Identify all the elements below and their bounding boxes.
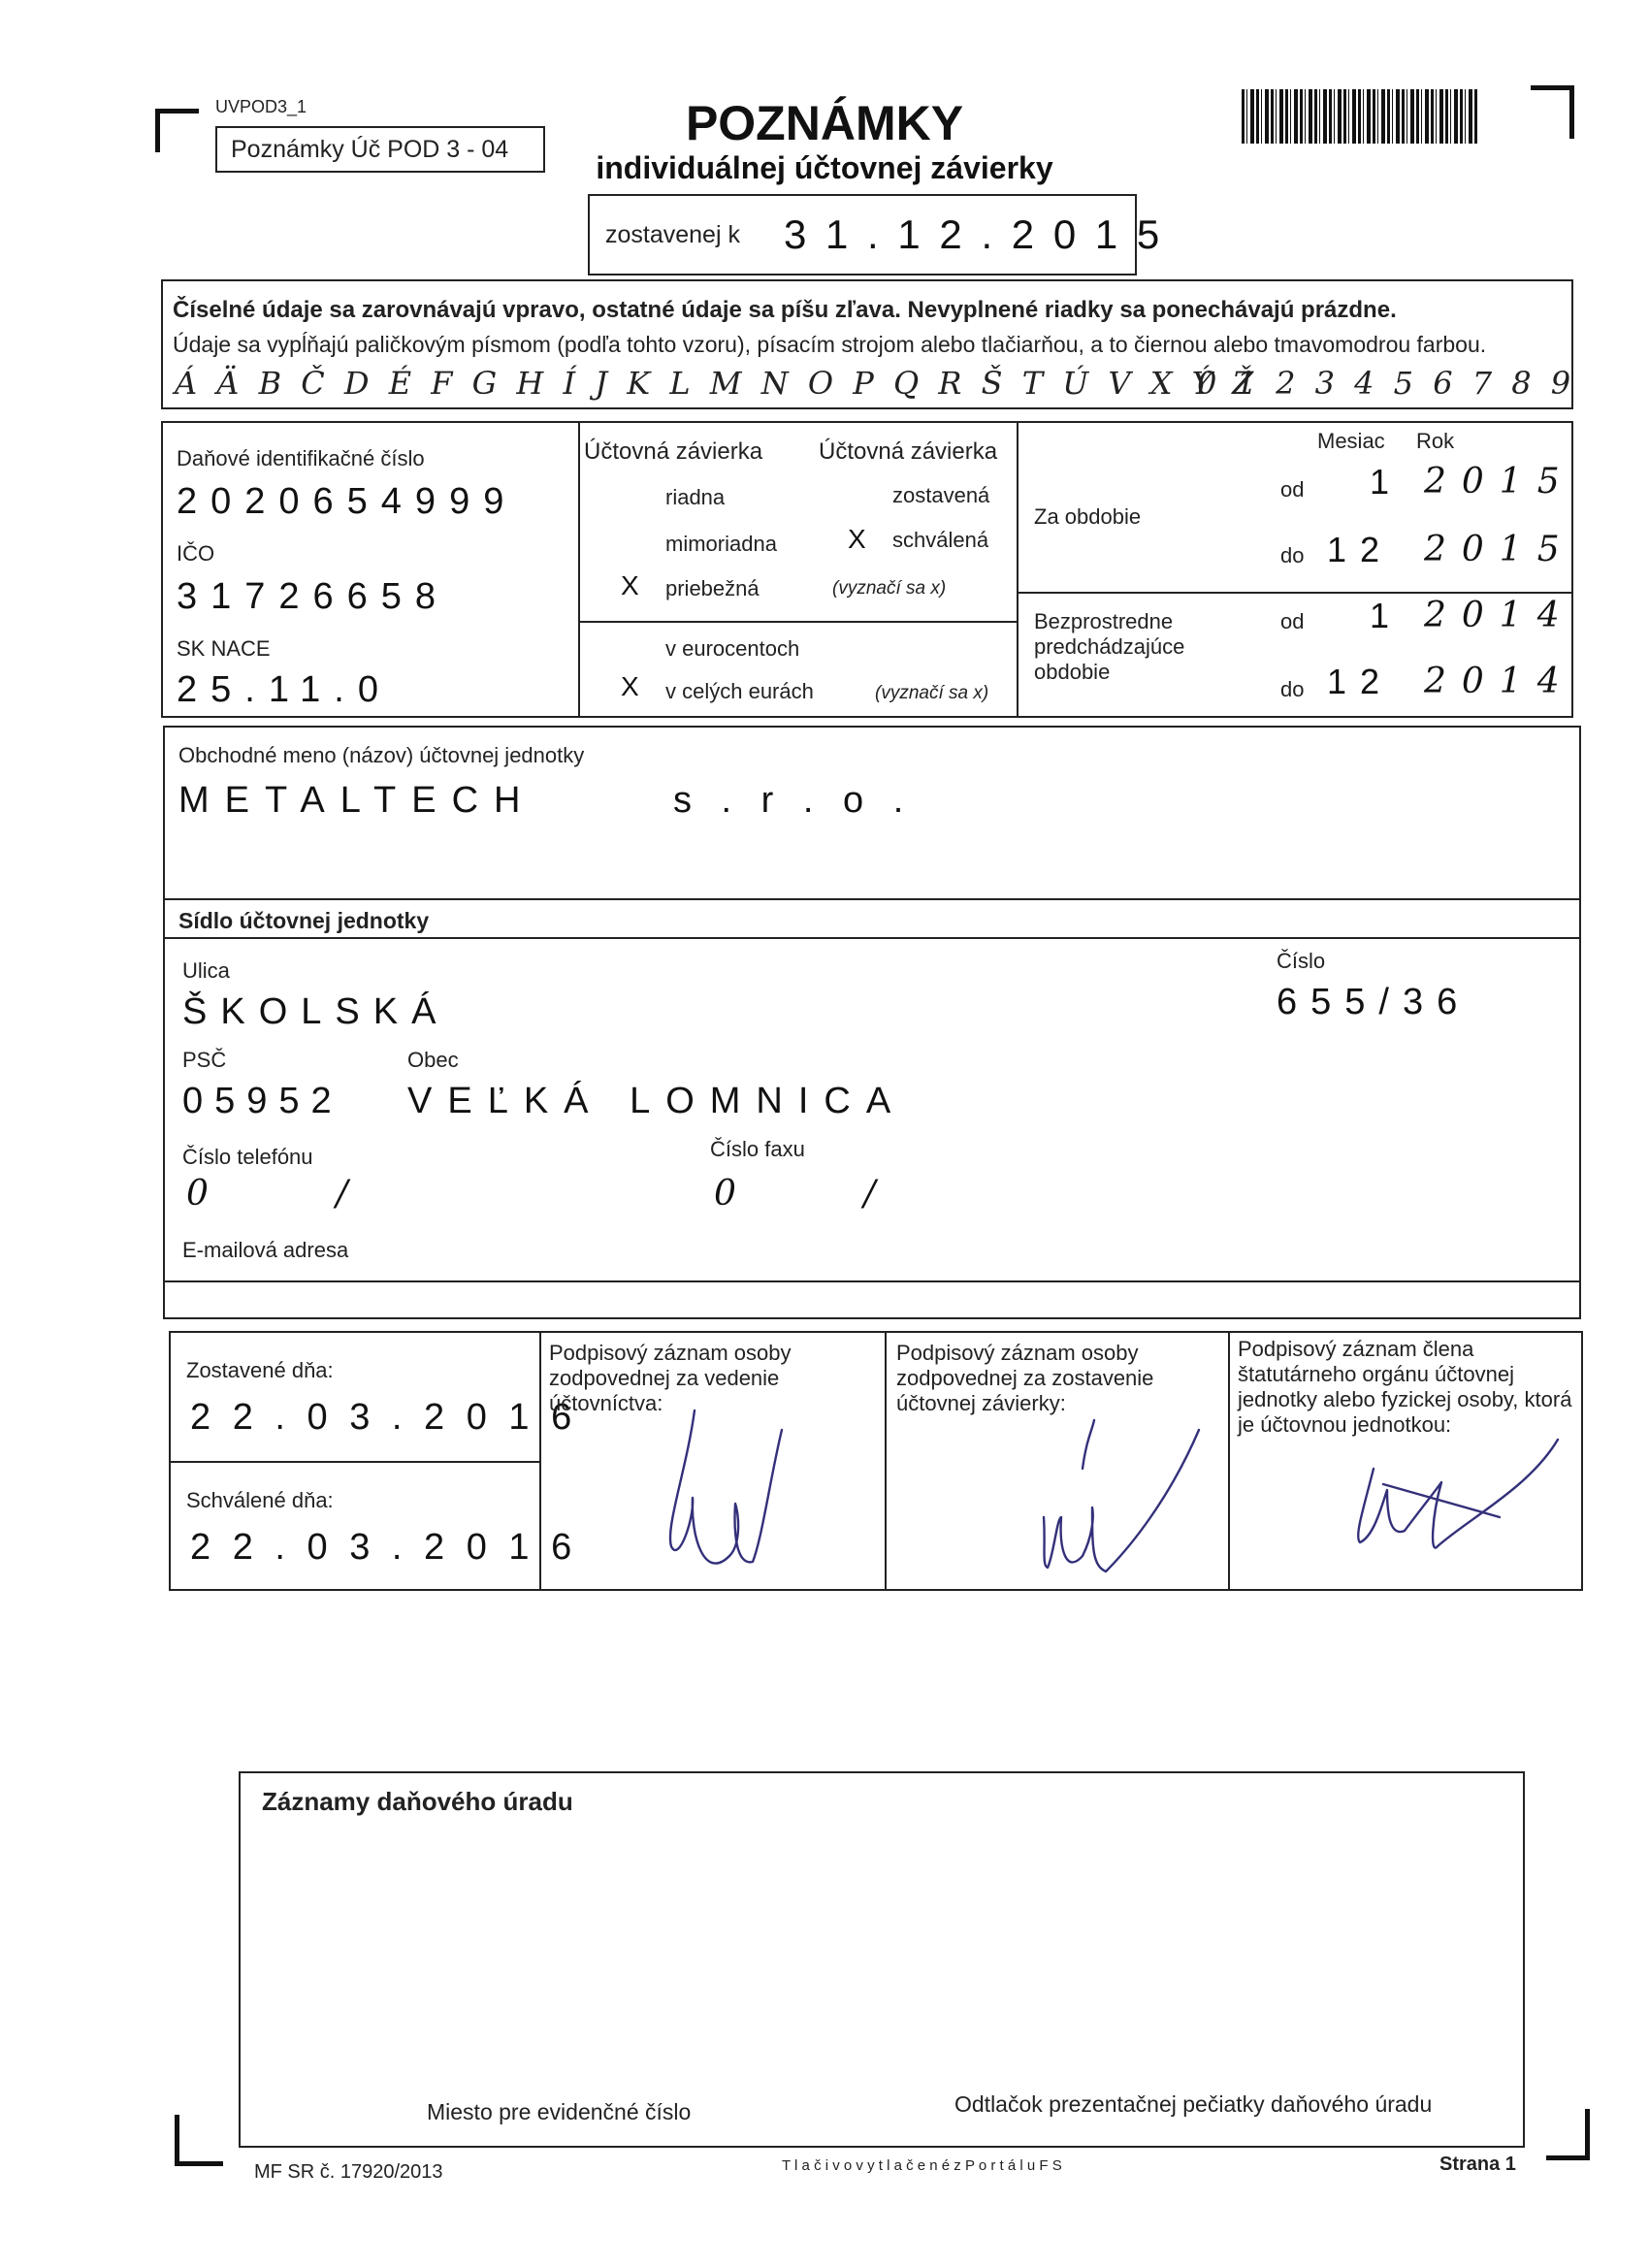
corner-mark-top-left	[155, 109, 199, 152]
prepared-on-label: Zostavené dňa:	[186, 1358, 334, 1382]
phone-label: Číslo telefónu	[182, 1145, 313, 1169]
form-code: Poznámky Úč POD 3 - 04	[231, 136, 509, 163]
mark-priebezna: X	[621, 570, 639, 600]
city-value: VEĽKÁ LOMNICA	[407, 1081, 907, 1121]
statement-state-header: Účtovná závierka	[819, 438, 998, 465]
previous-to-label: do	[1280, 677, 1305, 701]
instructions-line-2: Údaje sa vypĺňajú paličkovým písmom (podľa tohto vzoru), písacím strojom alebo tlačiarňou, a to čiernou alebo tmavomodrou farbou.	[173, 332, 1487, 357]
stamp-label: Odtlačok prezentačnej pečiatky daňového úradu	[954, 2091, 1433, 2117]
prepared-on-date: 2 2 . 0 3 . 2 0 1 6	[190, 1397, 578, 1438]
corner-mark-bottom-left	[175, 2115, 223, 2166]
corner-mark-top-right	[1531, 85, 1574, 139]
instructions-box	[161, 279, 1576, 409]
company-legal-form: s . r . o .	[673, 780, 914, 821]
current-to-year: 2015	[1424, 530, 1575, 569]
approved-on-date: 2 2 . 0 3 . 2 0 1 6	[190, 1527, 578, 1568]
street-value: ŠKOLSKÁ	[182, 991, 450, 1032]
street-number-label: Číslo	[1277, 949, 1326, 973]
prepared-date-box	[588, 194, 1164, 275]
identification-box	[161, 421, 1573, 718]
dic-value: 2020654999	[177, 481, 518, 522]
phone-value: 0 /	[186, 1174, 348, 1214]
previous-from-year: 2014	[1424, 596, 1575, 635]
dic-label: Daňové identifikačné číslo	[177, 446, 425, 470]
month-label: Mesiac	[1317, 429, 1385, 453]
statement-type-header: Účtovná závierka	[584, 438, 763, 465]
company-box	[163, 726, 1581, 1319]
sample-letters: Á Ä B Č D É F G H Í J K L M N O P Q R Š T Ú V X Ý Ž	[175, 365, 1259, 402]
current-from-label: od	[1280, 477, 1305, 502]
option-mimoriadna: mimoriadna	[665, 532, 777, 556]
statement-signature-label: Podpisový záznam osoby zodpovednej za zostavenie účtovnej závierky:	[896, 1341, 1154, 1415]
prepared-label: zostavenej k	[605, 221, 740, 248]
previous-period-label: Bezprostredne predchádzajúce obdobie	[1034, 609, 1185, 684]
signature-board	[1344, 1430, 1577, 1575]
mark-hint-1: (vyznačí sa x)	[832, 578, 947, 599]
ico-value: 31726658	[177, 576, 450, 617]
email-label: E-mailová adresa	[182, 1238, 349, 1262]
current-from-month: 1	[1370, 462, 1390, 502]
company-name: METALTECH	[178, 780, 536, 821]
printed-from-portal: T l a č i v o v y t l a č e n é z P o r t á l u F S	[782, 2157, 1062, 2174]
current-period-label: Za obdobie	[1034, 504, 1142, 529]
option-zostavena: zostavená	[892, 483, 990, 507]
option-riadna: riadna	[665, 485, 726, 509]
tax-office-title: Záznamy daňového úradu	[262, 1787, 573, 1816]
nace-label: SK NACE	[177, 636, 271, 661]
ico-label: IČO	[177, 541, 215, 566]
signature-accounting	[636, 1391, 811, 1585]
signature-box	[169, 1331, 1583, 1591]
approved-on-label: Schválené dňa:	[186, 1488, 334, 1512]
nace-value: 25.11.0	[177, 669, 392, 710]
current-from-year: 2015	[1424, 462, 1575, 502]
option-eurocenty: v eurocentoch	[665, 636, 800, 661]
option-cele-eura: v celých eurách	[665, 679, 814, 703]
tax-office-box	[239, 1771, 1525, 2148]
fax-value: 0 /	[714, 1174, 876, 1214]
option-schvalena: schválená	[892, 528, 989, 552]
form-code-box	[215, 126, 545, 173]
street-number-value: 655/36	[1277, 982, 1471, 1022]
prepared-date: 3 1 . 1 2 . 2 0 1 5	[784, 211, 1164, 257]
form-id: UVPOD3_1	[215, 97, 307, 116]
page-title: POZNÁMKY	[685, 96, 964, 150]
current-to-month: 12	[1327, 530, 1394, 569]
accounting-signature-label: Podpisový záznam osoby zodpovednej za vedenie účtovníctva:	[549, 1341, 792, 1415]
ministry-reference: MF SR č. 17920/2013	[254, 2161, 443, 2183]
previous-from-label: od	[1280, 609, 1305, 633]
company-name-label: Obchodné meno (názov) účtovnej jednotky	[178, 743, 585, 767]
previous-from-month: 1	[1370, 596, 1390, 635]
barcode	[1242, 89, 1479, 144]
mark-hint-2: (vyznačí sa x)	[875, 683, 989, 703]
sample-digits: 0 1 2 3 4 5 6 7 8 9	[1197, 365, 1576, 402]
address-section-title: Sídlo účtovnej jednotky	[178, 908, 430, 933]
zip-label: PSČ	[182, 1048, 227, 1072]
city-label: Obec	[407, 1048, 459, 1072]
instructions-line-1: Číselné údaje sa zarovnávajú vpravo, ostatné údaje sa píšu zľava. Nevyplnené riadky sa ponechávajú prázdne.	[173, 297, 1397, 323]
page-number: Strana 1	[1439, 2154, 1516, 2175]
signature-statement	[1024, 1410, 1218, 1585]
corner-mark-bottom-right	[1546, 2109, 1590, 2160]
current-to-label: do	[1280, 543, 1305, 567]
board-signature-label: Podpisový záznam člena štatutárneho orgánu účtovnej jednotky alebo fyzickej osoby, ktorá je účtovnou jednotkou:	[1238, 1337, 1572, 1437]
option-priebezna: priebežná	[665, 576, 760, 600]
page-subtitle: individuálnej účtovnej závierky	[596, 150, 1053, 185]
previous-to-month: 12	[1327, 662, 1394, 701]
evidence-number-label: Miesto pre evidenčné číslo	[427, 2099, 692, 2124]
mark-cele-eura: X	[621, 671, 639, 701]
fax-label: Číslo faxu	[710, 1137, 805, 1161]
year-label: Rok	[1416, 429, 1455, 453]
street-label: Ulica	[182, 958, 230, 983]
previous-to-year: 2014	[1424, 662, 1575, 701]
mark-schvalena: X	[848, 524, 866, 554]
zip-value: 05952	[182, 1081, 343, 1121]
